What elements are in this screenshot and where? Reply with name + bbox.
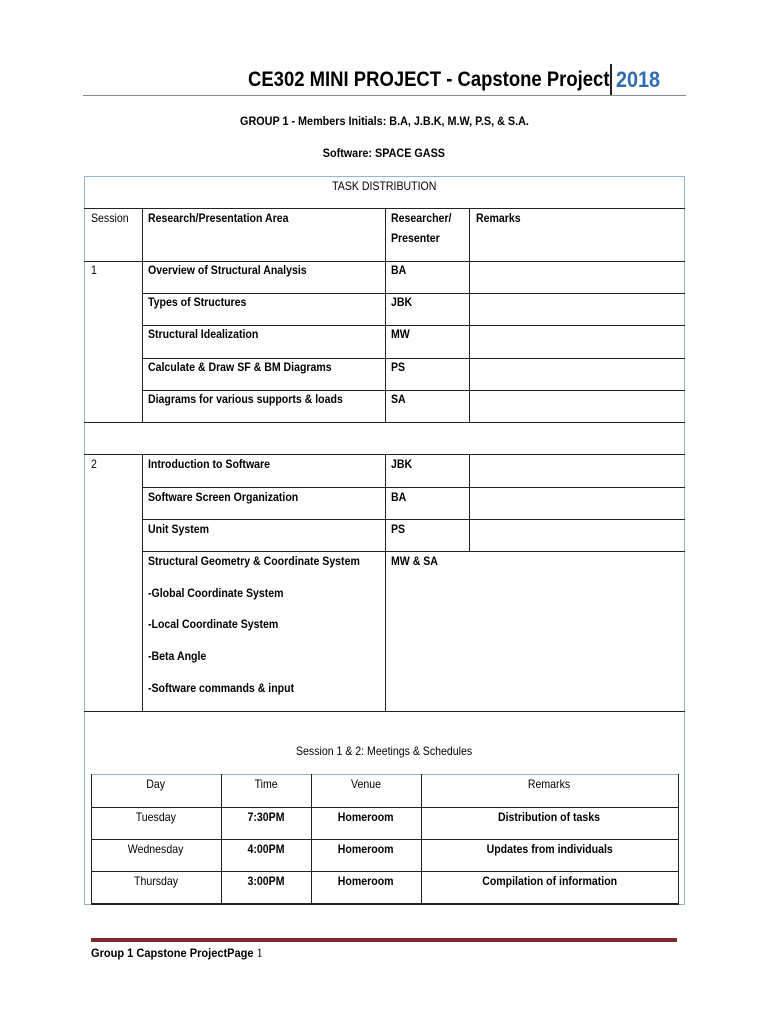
sub-item: -Local Coordinate System (148, 617, 279, 631)
schedule-cell-venue: Homeroom (338, 874, 394, 888)
schedule-cell-remarks: Distribution of tasks (498, 810, 601, 824)
page-footer (91, 945, 278, 961)
schedule-rule (91, 839, 679, 840)
table-rule (385, 454, 386, 711)
table-rule (142, 358, 685, 359)
schedule-cell-time: 7:30PM (247, 810, 285, 824)
table-rule (142, 487, 685, 488)
document-title: CE302 MINI PROJECT - Capstone Project (248, 68, 610, 91)
sub-item: -Software commands & input (148, 681, 295, 695)
table-rule (385, 208, 386, 422)
schedule-header-remarks: Remarks (528, 777, 571, 791)
schedule-header-time: Time (254, 777, 278, 791)
table-cell-who: PS (391, 522, 406, 536)
group-members-line: GROUP 1 - Members Initials: B.A, J.B.K, M.W, P.S, & S.A. (239, 114, 529, 128)
table-rule (142, 454, 143, 711)
table-cell-area: Introduction to Software (148, 457, 271, 471)
schedule-cell-day: Tuesday (135, 810, 177, 824)
table-rule (142, 551, 685, 552)
schedule-rule (91, 774, 679, 775)
sub-item: -Global Coordinate System (148, 586, 284, 600)
table-cell-who: MW (391, 327, 410, 341)
schedule-cell-venue: Homeroom (338, 810, 394, 824)
table-cell-who: JBK (391, 457, 413, 471)
schedule-title: Session 1 & 2: Meetings & Schedules (296, 744, 473, 758)
header-remarks: Remarks (476, 211, 521, 225)
table-rule (142, 325, 685, 326)
table-rule (142, 519, 685, 520)
schedule-cell-remarks: Updates from individuals (486, 842, 613, 856)
header-area: Research/Presentation Area (148, 211, 289, 225)
table-cell-area: Diagrams for various supports & loads (148, 392, 343, 406)
sub-item: -Beta Angle (148, 649, 207, 663)
table-rule (142, 390, 685, 391)
page-number: 1 (256, 945, 263, 960)
table-rule (469, 208, 470, 422)
schedule-header-day: Day (146, 777, 166, 791)
table-cell-area: Overview of Structural Analysis (148, 263, 307, 277)
schedule-cell-time: 3:00PM (247, 874, 285, 888)
schedule-cell-day: Thursday (133, 874, 179, 888)
schedule-cell-time: 4:00PM (247, 842, 285, 856)
footer-rule (91, 938, 677, 942)
table-rule (469, 454, 470, 552)
table-cell-area: Software Screen Organization (148, 490, 299, 504)
table-cell-area: Structural Geometry & Coordinate System (148, 554, 360, 568)
table-cell-who: PS (391, 360, 406, 374)
schedule-cell-remarks: Compilation of information (482, 874, 617, 888)
table-rule (84, 711, 685, 712)
software-line: Software: SPACE GASS (322, 146, 446, 160)
schedule-rule (91, 871, 679, 872)
schedule-rule (91, 903, 679, 905)
task-table-title: TASK DISTRIBUTION (332, 179, 437, 193)
header-presenter: Presenter (391, 231, 440, 245)
table-rule (142, 208, 143, 422)
schedule-cell-day: Wednesday (128, 842, 184, 856)
table-rule (142, 293, 685, 294)
table-cell-who: BA (391, 490, 407, 504)
table-cell-who: MW & SA (391, 554, 438, 568)
header-rule (83, 95, 686, 96)
schedule-cell-venue: Homeroom (338, 842, 394, 856)
header-researcher: Researcher/ (391, 211, 452, 225)
table-cell-area: Calculate & Draw SF & BM Diagrams (148, 360, 332, 374)
header-separator (610, 64, 612, 96)
table-cell-area: Types of Structures (148, 295, 247, 309)
session-number: 2 (91, 457, 97, 471)
table-cell-who: BA (391, 263, 407, 277)
document-year: 2018 (616, 67, 661, 92)
schedule-rule (91, 807, 679, 808)
schedule-rule (678, 774, 679, 904)
header-session: Session (91, 211, 129, 225)
session-number: 1 (91, 263, 97, 277)
footer-label: Group 1 Capstone ProjectPage (91, 946, 254, 960)
table-cell-who: JBK (391, 295, 413, 309)
schedule-header-venue: Venue (351, 777, 381, 791)
table-cell-area: Unit System (148, 522, 210, 536)
table-cell-area: Structural Idealization (148, 327, 259, 341)
table-rule (84, 422, 685, 423)
table-cell-who: SA (391, 392, 406, 406)
